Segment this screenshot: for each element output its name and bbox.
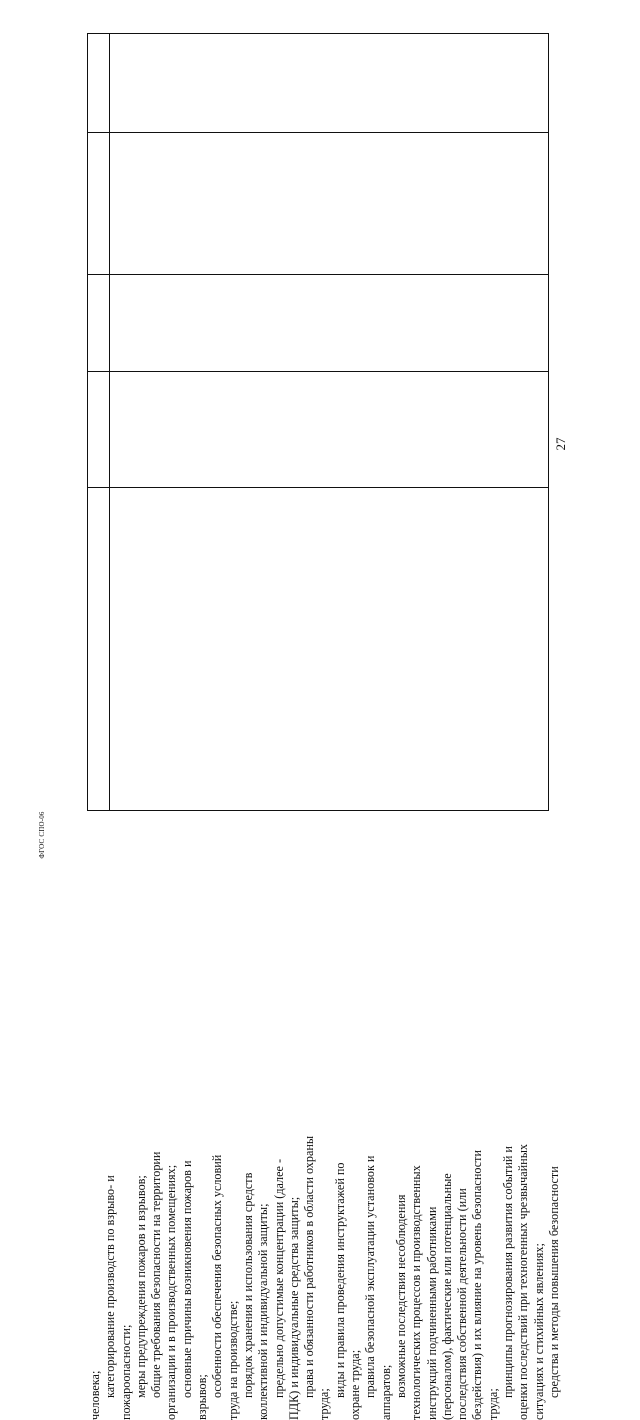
row-divider [88, 132, 548, 133]
knowledge-cell [88, 645, 570, 1420]
text-line: труда; [317, 1388, 332, 1420]
footer: ФГОС СПО-06 [38, 811, 46, 859]
text-line: охране труда; [348, 1349, 363, 1420]
text-line: коллективной и индивидуальной защиты; [256, 1203, 271, 1420]
text-line: принципы прогнозирования развития событий и [501, 1146, 516, 1398]
text-line: человека; [88, 1370, 102, 1420]
text-line: оценки последствий при техногенных чрезвычайных [516, 1144, 531, 1420]
row-divider [88, 274, 548, 275]
text-line: правила безопасной эксплуатации установок и [363, 1155, 378, 1398]
text-line: труда; [485, 1388, 500, 1420]
text-line: категорирование производств по взрыво- и [103, 1175, 118, 1398]
text-line: ситуациях и стихийных явлениях; [531, 1243, 546, 1420]
knowledge-text [88, 968, 562, 1420]
text-line: труда на производстве; [225, 1300, 240, 1420]
row-divider [88, 487, 548, 488]
text-line: инструкций подчиненными работниками [424, 1206, 439, 1420]
text-line: особенности обеспечения безопасных условий [210, 1154, 225, 1398]
text-line: ПДК) и индивидуальные средства защиты; [286, 1196, 301, 1420]
text-line: средства и методы повышения безопасности [546, 1166, 561, 1398]
text-line: последствия собственной деятельности (или [455, 1188, 470, 1420]
text-line: пожароопасности; [118, 1324, 133, 1420]
text-line: виды и правила проведения инструктажей по [332, 1162, 347, 1398]
text-line: организации и в производственных помещениях; [164, 1164, 179, 1420]
text-line: (персоналом), фактические или потенциальные [439, 1173, 454, 1420]
row-divider [88, 371, 548, 372]
text-line: предельно допустимые концентрации (далее - [271, 1158, 286, 1398]
text-line: общие требования безопасности на территории [149, 1151, 164, 1398]
text-line: аппаратов; [378, 1364, 393, 1420]
text-line: возможные последствия несоблюдения [393, 1194, 408, 1398]
text-line: меры предупреждения пожаров и взрывов; [133, 1175, 148, 1398]
text-line: бездействия) и их влияние на уровень безопасности [470, 1149, 485, 1420]
page-number: 27 [553, 437, 568, 451]
text-line: порядок хранения и использования средств [240, 1172, 255, 1398]
text-line: права и обязанности работников в области охраны [302, 1135, 317, 1398]
text-line: технологических процессов и производственных [409, 1165, 424, 1420]
column-divider [109, 34, 110, 810]
text-line: взрывов; [195, 1374, 210, 1420]
text-line: основные причины возникновения пожаров и [179, 1160, 194, 1398]
